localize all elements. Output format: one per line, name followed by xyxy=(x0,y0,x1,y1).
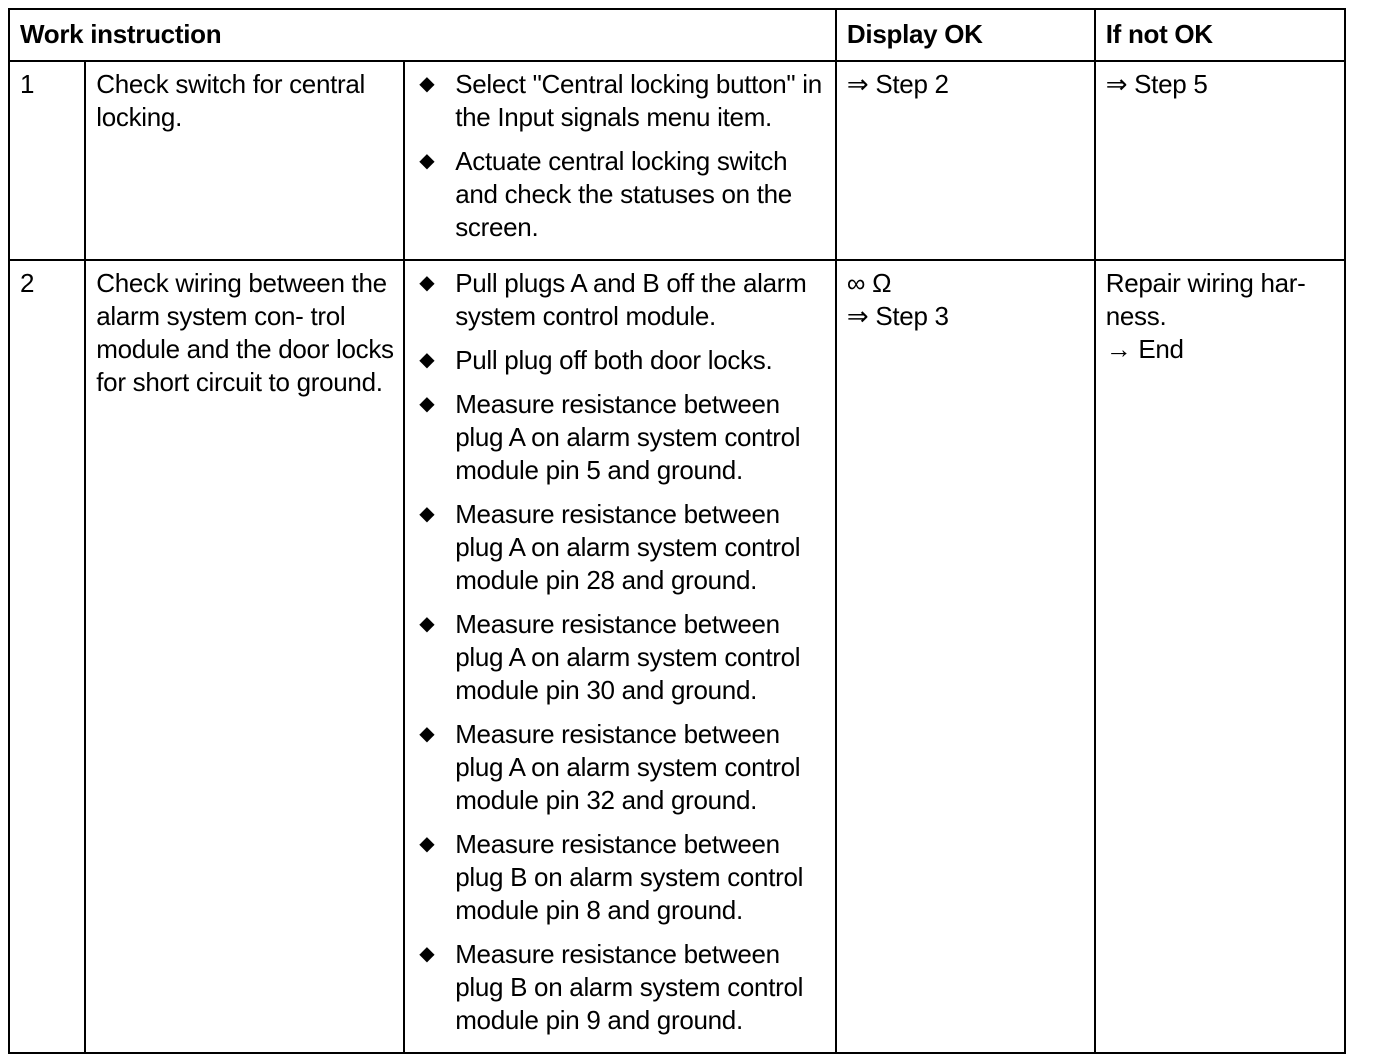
header-display-ok: Display OK xyxy=(836,9,1095,61)
diamond-bullet-icon: ◆ xyxy=(419,150,435,172)
action-item xyxy=(415,68,827,134)
diamond-bullet-icon: ◆ xyxy=(419,393,435,415)
action-text: Measure resistance between plug A on alarm system control module pin 5 and ground. xyxy=(455,389,801,485)
action-text: Measure resistance between plug A on alarm system control module pin 32 and ground. xyxy=(455,719,801,815)
step-description: Check wiring between the alarm system con- trol module and the door locks for short circuit to ground. xyxy=(85,260,404,1053)
display-ok-cell xyxy=(836,260,1095,1053)
if-not-ok-result: ⇒ Step 5 xyxy=(1105,69,1208,99)
display-ok-result: ⇒ Step 2 xyxy=(846,69,949,99)
action-list xyxy=(415,267,827,1037)
step-number: 1 xyxy=(9,61,85,260)
display-ok-result: ⇒ Step 3 xyxy=(846,301,949,331)
if-not-ok-cell xyxy=(1095,61,1345,260)
diamond-bullet-icon: ◆ xyxy=(419,943,435,965)
action-text: Actuate central locking switch and check the statuses on the screen. xyxy=(455,146,792,242)
action-item xyxy=(415,718,827,817)
action-text: Measure resistance between plug B on alarm system control module pin 8 and ground. xyxy=(455,829,804,925)
action-text: Measure resistance between plug B on alarm system control module pin 9 and ground. xyxy=(455,939,804,1035)
action-list xyxy=(415,68,827,244)
action-item xyxy=(415,145,827,244)
work-instruction-table xyxy=(8,8,1346,1054)
action-item xyxy=(415,608,827,707)
step-actions xyxy=(404,61,836,260)
action-item xyxy=(415,267,827,333)
action-item xyxy=(415,828,827,927)
diamond-bullet-icon: ◆ xyxy=(419,723,435,745)
action-item xyxy=(415,388,827,487)
action-item xyxy=(415,498,827,597)
if-not-ok-result: → End xyxy=(1105,334,1184,364)
if-not-ok-cell xyxy=(1095,260,1345,1053)
action-text: Measure resistance between plug A on alarm system control module pin 28 and ground. xyxy=(455,499,801,595)
step-description: Check switch for central locking. xyxy=(85,61,404,260)
header-work-instruction: Work instruction xyxy=(9,9,836,61)
action-text: Pull plug off both door locks. xyxy=(455,345,773,375)
step-number: 2 xyxy=(9,260,85,1053)
if-not-ok-instruction: Repair wiring har- ness. xyxy=(1105,268,1306,331)
step-actions xyxy=(404,260,836,1053)
display-ok-cell xyxy=(836,61,1095,260)
table-row xyxy=(9,61,1345,260)
diamond-bullet-icon: ◆ xyxy=(419,833,435,855)
table-header-row xyxy=(9,9,1345,61)
display-ok-value: ∞ Ω xyxy=(846,268,892,298)
diamond-bullet-icon: ◆ xyxy=(419,613,435,635)
action-text: Select "Central locking button" in the Input signals menu item. xyxy=(455,69,822,132)
diamond-bullet-icon: ◆ xyxy=(419,73,435,95)
action-item xyxy=(415,344,827,377)
diamond-bullet-icon: ◆ xyxy=(419,503,435,525)
action-item xyxy=(415,938,827,1037)
action-text: Pull plugs A and B off the alarm system control module. xyxy=(455,268,807,331)
diamond-bullet-icon: ◆ xyxy=(419,349,435,371)
table-row xyxy=(9,260,1345,1053)
action-text: Measure resistance between plug A on alarm system control module pin 30 and ground. xyxy=(455,609,801,705)
header-if-not-ok: If not OK xyxy=(1095,9,1345,61)
diamond-bullet-icon: ◆ xyxy=(419,272,435,294)
